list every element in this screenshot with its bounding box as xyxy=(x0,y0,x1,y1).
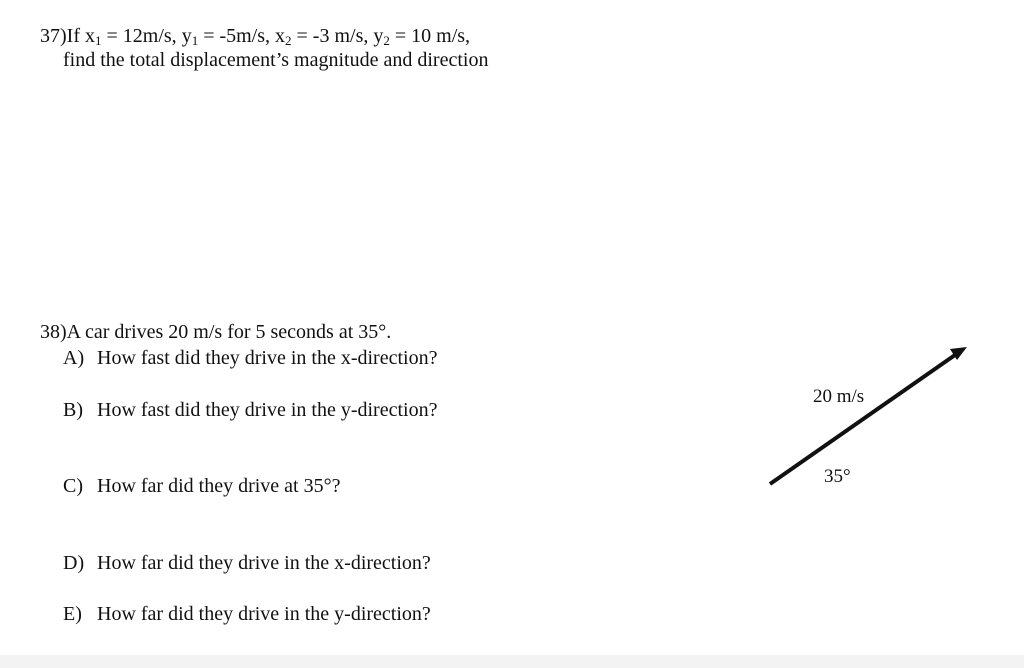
y1-value: = -5m/s, xyxy=(198,25,276,47)
question-b-label: B) xyxy=(63,399,83,421)
problem-37-if: If xyxy=(66,25,85,47)
x1-subscript: 1 xyxy=(95,33,102,48)
problem-37-number: 37) xyxy=(40,25,67,47)
vector-angle-label: 35° xyxy=(824,466,851,487)
velocity-vector-line xyxy=(770,355,955,484)
x1-variable: x xyxy=(85,25,95,47)
problem-38-number: 38) xyxy=(40,321,67,343)
vector-magnitude-label: 20 m/s xyxy=(813,386,865,407)
question-b-text: How fast did they drive in the y-direction? xyxy=(97,399,438,421)
y2-variable: y xyxy=(373,25,384,47)
question-a-text: How fast did they drive in the x-direction? xyxy=(97,347,438,369)
y2-subscript: 2 xyxy=(383,33,390,48)
problem-38-statement: A car drives 20 m/s for 5 seconds at 35°. xyxy=(66,321,392,343)
x2-value: = -3 m/s, xyxy=(291,25,374,47)
question-d-label: D) xyxy=(63,552,85,574)
x2-variable: x xyxy=(275,25,286,47)
question-a-label: A) xyxy=(63,347,85,369)
question-c-label: C) xyxy=(63,475,83,497)
question-d-text: How far did they drive in the x-direction? xyxy=(97,552,431,574)
question-e-label: E) xyxy=(63,603,82,625)
page-bottom-edge xyxy=(0,655,1024,668)
problem-37-line-2: find the total displacement’s magnitude and direction xyxy=(63,49,489,71)
y1-subscript: 1 xyxy=(191,33,199,48)
x1-value: = 12m/s, xyxy=(101,25,182,47)
y2-value: = 10 m/s, xyxy=(389,25,471,47)
x2-subscript: 2 xyxy=(285,33,292,48)
y1-variable: y xyxy=(181,25,192,47)
question-e-text: How far did they drive in the y-direction? xyxy=(97,603,431,625)
question-c-text: How far did they drive at 35°? xyxy=(97,475,341,497)
